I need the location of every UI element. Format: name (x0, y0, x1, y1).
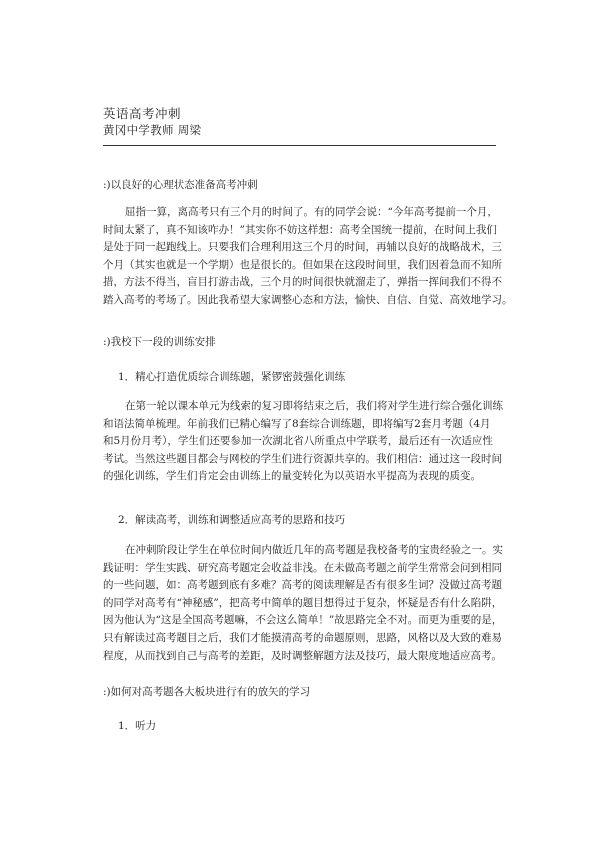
paragraph-line: 只有解读过高考题目之后，我们才能摸清高考的命题原则，思路，风格以及大致的难易 (103, 631, 502, 644)
paragraph-line: 的强化训练，学生们肯定会由训练上的量变转化为以英语水平提高为表现的质变。 (103, 470, 481, 483)
paragraph-line: 是处于同一起跑线上。只要我们合理利用这三个月的时间，再辅以良好的战略战术，三 (103, 241, 502, 254)
paragraph-training-1 (103, 398, 503, 486)
header-divider (103, 145, 496, 146)
paragraph-line: 踏入高考的考场了。因此我希望大家调整心态和方法，愉快、自信、自觉、高效地学习。 (103, 293, 513, 306)
paragraph-line: 在第一轮以课本单元为线索的复习即将结束之后，我们将对学生进行综合强化训练 (125, 400, 503, 412)
paragraph-line: 因为他认为“这是全国高考题嘛，不会这么简单！”故思路完全不对。而更为重要的是， (103, 614, 503, 627)
section-heading-training: :)我校下一段的训练安排 (103, 336, 216, 348)
paragraph-line: 措，方法不得当，盲目打游击战，三个月的时间很快就溜走了，弹指一挥间我们不得不 (103, 276, 502, 289)
paragraph-line: 的一些问题，如：高考题到底有多难？高考的阅读理解是否有很多生词？没做过高考题 (103, 579, 502, 592)
paragraph-line: 在冲刺阶段让学生在单位时间内做近几年的高考题是我校备考的宝贵经验之一。实 (125, 544, 503, 556)
paragraph-line: 考试。当然这些题目都会与网校的学生们进行资源共享的。我们相信：通过这一段时间 (103, 452, 502, 465)
paragraph-line: 程度，从而找到自己与高考的差距，及时调整解题方法及技巧，最大限度地适应高考。 (103, 649, 502, 662)
paragraph-line: 屈指一算，离高考只有三个月的时间了。有的同学会说：“今年高考提前一个月， (125, 206, 498, 218)
subheading-training-1: 1．精心打造优质综合训练题，紧锣密鼓强化训练 (118, 371, 346, 383)
subheading-listening: 1．听力 (118, 720, 157, 732)
author-line: 黄冈中学教师 周梁 (103, 123, 202, 137)
paragraph-line: 个月（其实也就是一个学期）也是很长的。但如果在这段时间里，我们因着急而不知所 (103, 258, 502, 271)
paragraph-line: 和语法简单梳理。年前我们已精心编写了8套综合训练题，即将编写2套月考题（4月 (103, 417, 491, 430)
paragraph-line: 时间太紧了，真不知该咋办！”其实你不妨这样想：高考全国统一提前，在时间上我们 (103, 223, 497, 236)
paragraph-mindset (103, 204, 513, 310)
paragraph-line: 的同学对高考有“神秘感”，把高考中简单的题目想得过于复杂，怀疑是否有什么陷阱， (103, 596, 503, 609)
paragraph-line: 践证明：学生实践、研究高考题定会收益非浅。在未做高考题之前学生常常会问到相同 (103, 561, 502, 574)
paragraph-training-2 (103, 542, 503, 665)
paragraph-line: 和5月份月考），学生们还要参加一次湖北省八所重点中学联考，最后还有一次适应性 (103, 435, 493, 448)
subheading-training-2: 2．解读高考，训练和调整适应高考的思路和技巧 (118, 514, 346, 526)
section-heading-study-plan: :)如何对高考题各大板块进行有的放矢的学习 (103, 686, 311, 698)
section-heading-mindset: :)以良好的心理状态准备高考冲刺 (103, 179, 258, 191)
document-title: 英语高考冲刺 (103, 106, 182, 121)
